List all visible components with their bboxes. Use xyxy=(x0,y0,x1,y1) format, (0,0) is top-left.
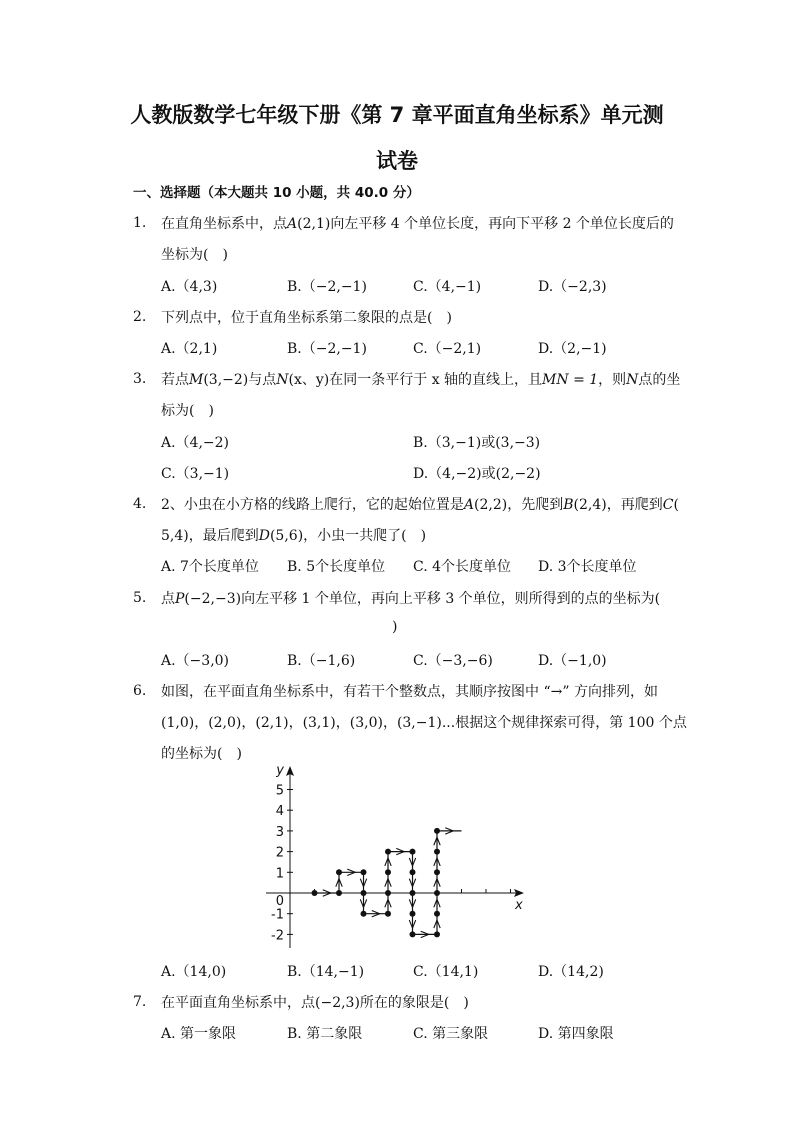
q6-option-a[interactable]: A.（14,0) xyxy=(161,964,227,980)
q6-option-d[interactable]: D.（14,2) xyxy=(538,964,604,980)
section-heading: 一、选择题（本大题共 10 小题，共 40.0 分） xyxy=(133,185,420,201)
lattice-point xyxy=(385,849,391,855)
q4-option-c[interactable]: C. 4个长度单位 xyxy=(413,559,512,575)
y-tick-label: 4 xyxy=(275,804,284,820)
q2-option-c[interactable]: C.（−2,1) xyxy=(413,341,482,357)
lattice-point xyxy=(312,890,318,896)
q7-option-c[interactable]: C. 第三象限 xyxy=(413,1026,489,1042)
lattice-point xyxy=(410,931,416,937)
q6-line-1: 如图，在平面直角坐标系中，有若干个整数点，其顺序按图中 “→” 方向排列，如 xyxy=(161,684,658,700)
coordinate-figure xyxy=(262,762,532,952)
lattice-point xyxy=(385,869,391,875)
page-title xyxy=(120,92,674,184)
q6-option-b[interactable]: B.（14,−1) xyxy=(287,964,365,980)
title-line-1: 人教版数学七年级下册《第 7 章平面直角坐标系》单元测 xyxy=(130,103,664,127)
lattice-point xyxy=(361,911,367,917)
y-tick-label: -2 xyxy=(271,928,284,944)
q6-option-c[interactable]: C.（14,1) xyxy=(413,964,479,980)
q5-option-d[interactable]: D.（−1,0) xyxy=(538,653,607,669)
q3-option-a[interactable]: A.（4,−2) xyxy=(161,435,230,451)
lattice-point xyxy=(410,849,416,855)
q3-number: 3. xyxy=(133,371,147,387)
q4-option-d[interactable]: D. 3个长度单位 xyxy=(538,559,637,575)
q7-option-d[interactable]: D. 第四象限 xyxy=(538,1026,614,1042)
q5-option-a[interactable]: A.（−3,0) xyxy=(161,653,230,669)
q5-option-b[interactable]: B.（−1,6) xyxy=(287,653,356,669)
q4-number: 4. xyxy=(133,496,147,512)
lattice-point xyxy=(336,890,342,896)
q1-option-c[interactable]: C.（4,−1) xyxy=(413,279,482,295)
q1-option-d[interactable]: D.（−2,3) xyxy=(538,279,607,295)
q3-line-2: 标为( ) xyxy=(161,403,214,419)
y-tick-label: 5 xyxy=(275,783,284,799)
y-axis-label: y xyxy=(276,763,284,778)
q5-option-c[interactable]: C.（−3,−6) xyxy=(413,653,493,669)
q4-option-b[interactable]: B. 5个长度单位 xyxy=(287,559,386,575)
q2-option-b[interactable]: B.（−2,−1) xyxy=(287,341,367,357)
q5-number: 5. xyxy=(133,590,147,606)
y-tick-label: 1 xyxy=(275,866,284,882)
lattice-point xyxy=(410,869,416,875)
q5-line-2: ) xyxy=(392,619,398,635)
lattice-point xyxy=(385,890,391,896)
q1-option-b[interactable]: B.（−2,−1) xyxy=(287,279,367,295)
point-path xyxy=(312,828,462,938)
q3-option-d[interactable]: D.（4,−2)或(2,−2) xyxy=(413,466,541,482)
lattice-point xyxy=(434,890,440,896)
q1-line-2: 坐标为( ) xyxy=(161,247,228,263)
lattice-point xyxy=(336,869,342,875)
q4-line-1: 2、小虫在小方格的线路上爬行，它的起始位置是A(2,2)，先爬到B(2,4)，再爬到C( xyxy=(161,497,679,513)
q2-option-a[interactable]: A.（2,1) xyxy=(161,341,218,357)
q3-line-1: 若点M(3,−2)与点N(x、y)在同一条平行于 x 轴的直线上，且MN = 1，则N点的坐 xyxy=(161,372,681,388)
lattice-point xyxy=(434,849,440,855)
lattice-point xyxy=(410,911,416,917)
q6-number: 6. xyxy=(133,683,147,699)
q3-option-c[interactable]: C.（3,−1) xyxy=(161,466,230,482)
q2-line-1: 下列点中，位于直角坐标系第二象限的点是( ) xyxy=(161,310,452,326)
q7-line-1: 在平面直角坐标系中，点(−2,3)所在的象限是( ) xyxy=(161,995,469,1011)
q3-option-b[interactable]: B.（3,−1)或(3,−3) xyxy=(413,435,541,451)
y-tick-label: -1 xyxy=(271,907,284,923)
origin-label: 0 xyxy=(275,894,284,909)
q6-line-2: (1,0)，(2,0)，(2,1)，(3,1)，(3,0)，(3,−1)...根据这个规律探索可得，第 100 个点 xyxy=(161,715,687,731)
lattice-point xyxy=(434,911,440,917)
x-axis-label: x xyxy=(515,898,523,913)
q7-option-a[interactable]: A. 第一象限 xyxy=(161,1026,237,1042)
q5-line-1: 点P(−2,−3)向左平移 1 个单位，再向上平移 3 个单位，则所得到的点的坐标为( xyxy=(161,591,661,607)
lattice-point xyxy=(361,869,367,875)
q7-option-b[interactable]: B. 第二象限 xyxy=(287,1026,363,1042)
y-tick-label: 3 xyxy=(275,824,284,840)
y-tick-label: 2 xyxy=(275,845,284,861)
q1-line-1: 在直角坐标系中，点A(2,1)向左平移 4 个单位长度，再向下平移 2 个单位长度后的 xyxy=(161,216,674,232)
lattice-point xyxy=(434,828,440,834)
lattice-point xyxy=(385,911,391,917)
q4-line-2: 5,4)，最后爬到D(5,6)，小虫一共爬了( ) xyxy=(161,528,427,544)
lattice-point xyxy=(361,890,367,896)
q2-number: 2. xyxy=(133,309,147,325)
lattice-point xyxy=(434,869,440,875)
title-line-2: 试卷 xyxy=(376,149,418,173)
lattice-point xyxy=(434,931,440,937)
q2-option-d[interactable]: D.（2,−1) xyxy=(538,341,607,357)
q1-number: 1. xyxy=(133,215,147,231)
q1-option-a[interactable]: A.（4,3) xyxy=(161,279,218,295)
q7-number: 7. xyxy=(133,994,147,1010)
lattice-point xyxy=(410,890,416,896)
q6-line-3: 的坐标为( ) xyxy=(161,746,242,762)
q4-option-a[interactable]: A. 7个长度单位 xyxy=(161,559,259,575)
